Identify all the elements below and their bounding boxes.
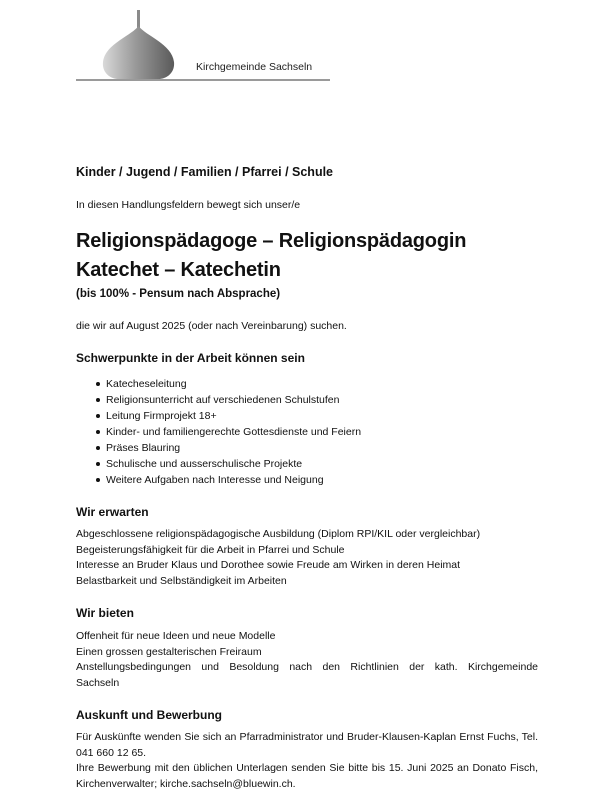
- bullet-icon: [96, 462, 100, 466]
- expect-line: Begeisterungsfähigkeit für die Arbeit in Pfarrei und Schule: [76, 543, 345, 556]
- list-item: Religionsunterricht auf verschiedenen Schulstufen: [76, 392, 538, 408]
- logo-divider: [76, 79, 330, 81]
- offer-line: Sachseln: [76, 676, 120, 689]
- expect-line: Abgeschlossene religionspädagogische Ausbildung (Diplom RPI/KIL oder vergleichbar): [76, 528, 481, 540]
- expect-section: [76, 527, 538, 589]
- bullet-icon: [96, 446, 100, 450]
- org-name: Kirchgemeinde Sachseln: [196, 61, 313, 73]
- expect-line: Interesse an Bruder Klaus und Dorothee sowie Freude am Wirken in deren Heimat: [76, 559, 461, 571]
- contact-paragraph: Für Auskünfte wenden Sie sich an Pfarradministrator und Bruder-Klausen-Kaplan Ernst Fuchs, Tel. 041 660 12 65.: [76, 731, 538, 759]
- expect-line: Belastbarkeit und Selbständigkeit im Arbeiten: [76, 574, 287, 587]
- bullet-icon: [96, 398, 100, 402]
- workload-note: (bis 100% - Pensum nach Absprache): [76, 288, 281, 300]
- fields-line: Kinder / Jugend / Familien / Pfarrei / Schule: [76, 165, 334, 179]
- contact-heading: Auskunft und Bewerbung: [76, 708, 222, 722]
- bullet-icon: [96, 414, 100, 418]
- list-item: Weitere Aufgaben nach Interesse und Neigung: [76, 472, 538, 488]
- list-item: Leitung Firmprojekt 18+: [76, 408, 538, 424]
- job-title-line-1: Religionspädagoge – Religionspädagogin: [76, 230, 467, 252]
- expect-heading: Wir erwarten: [76, 505, 149, 519]
- bullet-icon: [96, 382, 100, 386]
- offer-line: Anstellungsbedingungen und Besoldung nach den Richtlinien der kath. Kirchgemeinde: [76, 661, 538, 673]
- list-item: Präses Blauring: [76, 440, 538, 456]
- contact-paragraph: Ihre Bewerbung mit den üblichen Unterlagen senden Sie bitte bis 15. Juni 2025 an Donato Fisch, Kirchenverwalter; kirche.sachseln@bluewin.ch.: [76, 762, 538, 790]
- offer-line: Offenheit für neue Ideen und neue Modelle: [76, 630, 276, 642]
- offer-section: [76, 629, 538, 691]
- offer-heading: Wir bieten: [76, 606, 134, 620]
- bullet-icon: [96, 478, 100, 482]
- focus-heading: Schwerpunkte in der Arbeit können sein: [76, 351, 305, 365]
- intro-line: In diesen Handlungsfeldern bewegt sich unser/e: [76, 199, 301, 211]
- offer-line: Einen grossen gestalterischen Freiraum: [76, 645, 262, 658]
- start-date-line: die wir auf August 2025 (oder nach Vereinbarung) suchen.: [76, 320, 347, 332]
- contact-section: [76, 730, 538, 792]
- bullet-icon: [96, 430, 100, 434]
- list-item: Schulische und ausserschulische Projekte: [76, 456, 538, 472]
- list-item: Kinder- und familiengerechte Gottesdienste und Feiern: [76, 424, 538, 440]
- list-item: Katecheseleitung: [76, 376, 538, 392]
- onion-dome-icon: [76, 6, 332, 90]
- focus-list: [76, 376, 538, 488]
- job-title-line-2: Katechet – Katechetin: [76, 259, 281, 281]
